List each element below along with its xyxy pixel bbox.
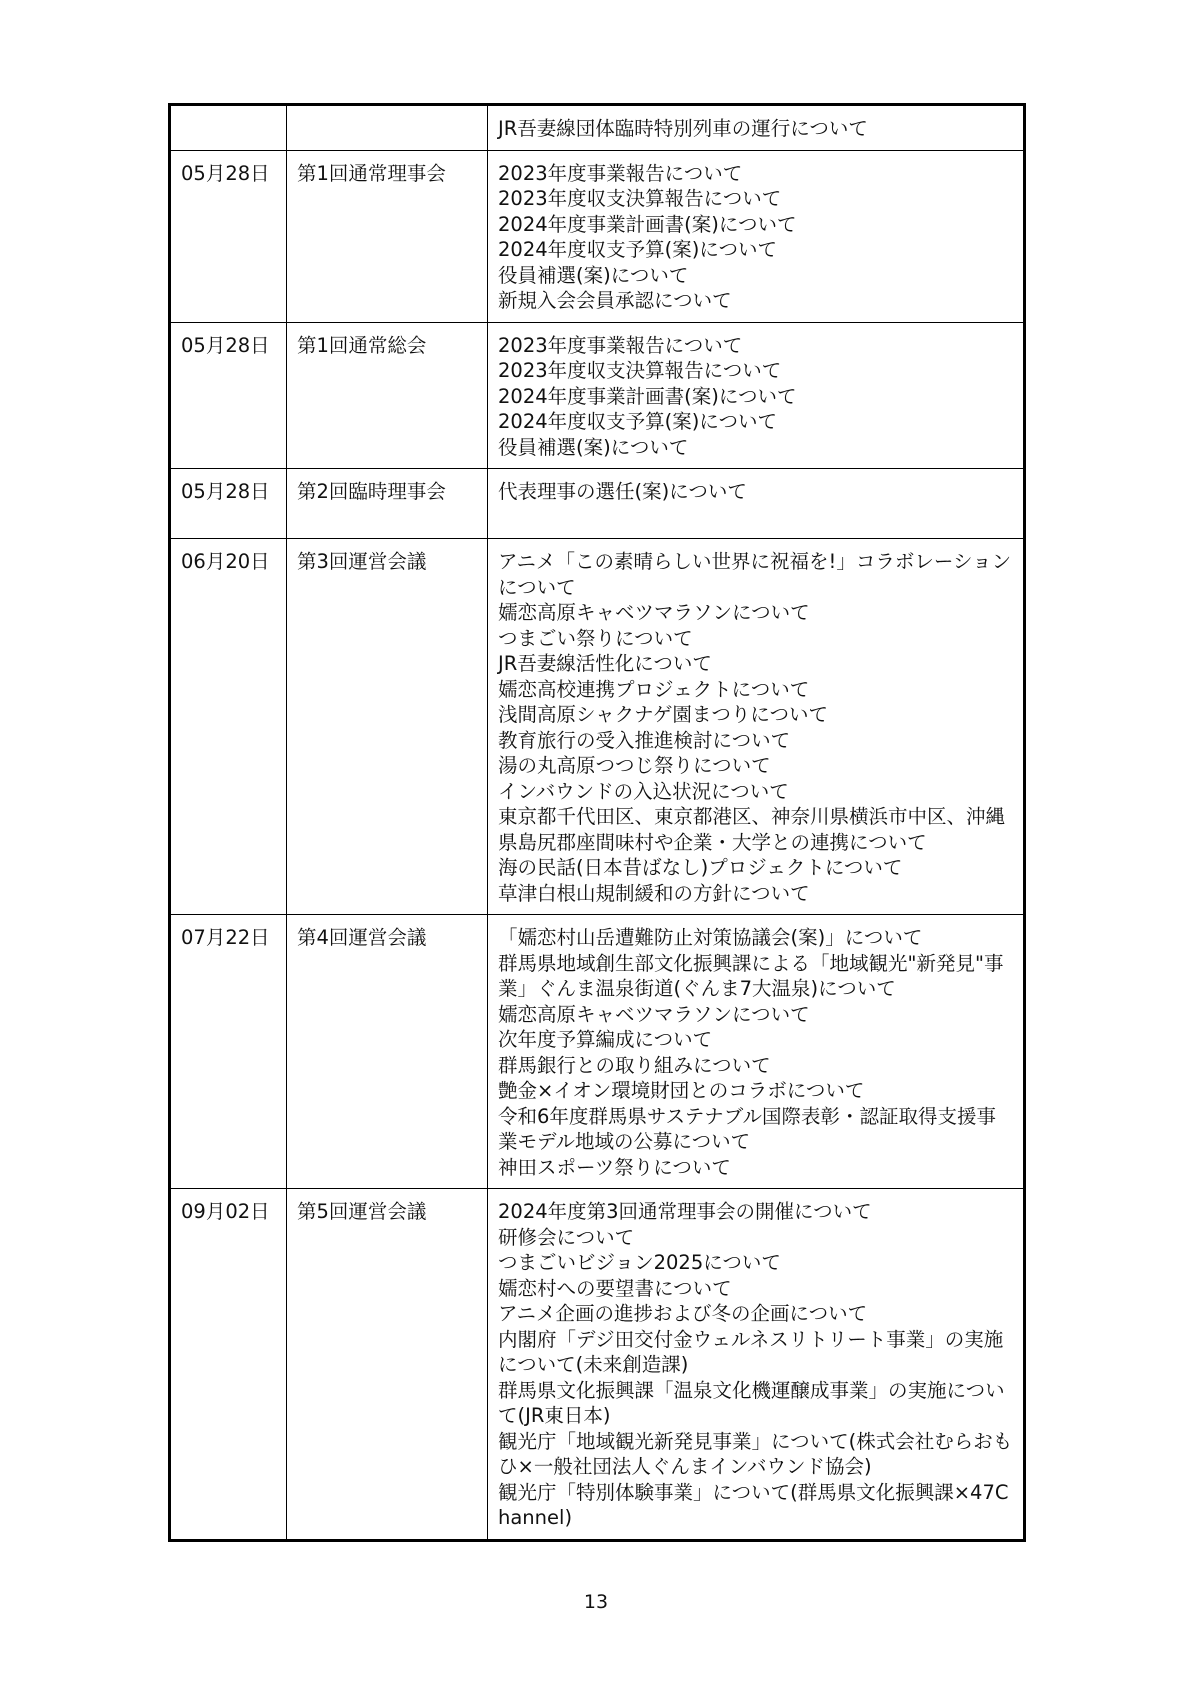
meeting-name: 第2回臨時理事会: [287, 469, 488, 539]
meeting-date: 09月02日: [170, 1189, 287, 1541]
topic-item: 浅間高原シャクナゲ園まつりについて: [498, 703, 828, 726]
topic-item: 海の民話(日本昔ばなし)プロジェクトについて: [498, 856, 903, 879]
topic-item: インバウンドの入込状況について: [498, 779, 789, 803]
topic-item: 嬬恋村への要望書について: [498, 1276, 732, 1300]
topic-item: つまごいビジョン2025について: [498, 1251, 781, 1274]
topic-item: 内閣府「デジ田交付金ウェルネスリトリート事業」の実施について(未来創造課): [498, 1327, 1004, 1376]
meeting-date: 06月20日: [170, 539, 287, 915]
table-row: [170, 150, 1025, 322]
meeting-name: 第1回通常総会: [287, 322, 488, 469]
topic-item: つまごい祭りについて: [498, 626, 693, 650]
table-row: [170, 322, 1025, 469]
topic-item: 嬬恋高原キャベツマラソンについて: [498, 1002, 810, 1026]
topic-item: 湯の丸高原つつじ祭りについて: [498, 754, 771, 777]
meeting-date: [170, 105, 287, 151]
topic-item: 2024年度事業計画書(案)について: [498, 212, 797, 236]
topic-item: 艶金×イオン環境財団とのコラボについて: [498, 1079, 865, 1102]
topic-item: 役員補選(案)について: [498, 263, 689, 287]
topic-item: 群馬県地域創生部文化振興課による「地域観光"新発見"事業」ぐんま温泉街道(ぐんま7大温泉)について: [498, 951, 1004, 1000]
topic-item: アニメ「この素晴らしい世界に祝福を!」コラボレーションについて: [498, 550, 1012, 599]
topic-item: 2023年度収支決算報告について: [498, 187, 782, 210]
topic-item: 「嬬恋村山岳遭難防止対策協議会(案)」について: [498, 926, 923, 949]
topic-spacer: [498, 505, 1013, 531]
minutes-table-body: [170, 105, 1025, 1541]
table-row: [170, 469, 1025, 539]
meeting-topics: [488, 105, 1025, 151]
topic-item: 草津白根山規制緩和の方針について: [498, 881, 810, 905]
table-row: [170, 539, 1025, 915]
meeting-topics: [488, 1189, 1025, 1541]
meeting-name: 第1回通常理事会: [287, 150, 488, 322]
topic-item: 教育旅行の受入推進検討について: [498, 728, 791, 752]
topic-item: 嬬恋高原キャベツマラソンについて: [498, 601, 810, 624]
meeting-topics: [488, 469, 1025, 539]
topic-item: アニメ企画の進捗および冬の企画について: [498, 1302, 868, 1325]
topic-item: 神田スポーツ祭りについて: [498, 1155, 731, 1179]
topic-item: 役員補選(案)について: [498, 435, 689, 459]
topic-item: 2024年度収支予算(案)について: [498, 410, 777, 433]
topic-item: 2023年度収支決算報告について: [498, 359, 782, 382]
page-number: 13: [583, 1591, 609, 1613]
meeting-topics: [488, 915, 1025, 1189]
topic-item: 令和6年度群馬県サステナブル国際表彰・認証取得支援事業モデル地域の公募について: [498, 1104, 996, 1153]
topic-item: 2023年度事業報告について: [498, 333, 743, 357]
topic-item: 研修会について: [498, 1225, 635, 1249]
topic-item: 東京都千代田区、東京都港区、神奈川県横浜市中区、沖縄県島尻郡座間味村や企業・大学との連携について: [498, 805, 1006, 854]
meeting-topics: [488, 150, 1025, 322]
table-row: [170, 915, 1025, 1189]
meeting-date: 05月28日: [170, 469, 287, 539]
table-row: [170, 105, 1025, 151]
topic-item: 群馬銀行との取り組みについて: [498, 1053, 771, 1077]
meeting-date: 07月22日: [170, 915, 287, 1189]
topic-item: 次年度予算編成について: [498, 1028, 713, 1051]
meeting-date: 05月28日: [170, 322, 287, 469]
meeting-topics: [488, 322, 1025, 469]
topic-item: 新規入会会員承認について: [498, 289, 732, 312]
meeting-topics: [488, 539, 1025, 915]
topic-item: 代表理事の選任(案)について: [498, 480, 747, 503]
topic-item: 2024年度事業計画書(案)について: [498, 384, 797, 408]
meeting-minutes-table: [168, 103, 1026, 1542]
topic-item: 観光庁「特別体験事業」について(群馬県文化振興課×47Channel): [498, 1480, 1009, 1529]
meeting-name: 第3回運営会議: [287, 539, 488, 915]
topic-item: 群馬県文化振興課「温泉文化機運醸成事業」の実施について(JR東日本): [498, 1378, 1005, 1427]
topic-item: 2024年度第3回通常理事会の開催について: [498, 1200, 872, 1223]
topic-item: 2024年度収支予算(案)について: [498, 238, 777, 261]
topic-item: 観光庁「地域観光新発見事業」について(株式会社むらおもひ×一般社団法人ぐんまインバウンド協会): [498, 1429, 1013, 1478]
topic-item: JR吾妻線活性化について: [498, 652, 712, 675]
meeting-name: 第5回運営会議: [287, 1189, 488, 1541]
topic-item: JR吾妻線団体臨時特別列車の運行について: [498, 117, 868, 140]
topic-item: 2023年度事業報告について: [498, 161, 743, 185]
meeting-name: 第4回運営会議: [287, 915, 488, 1189]
table-row: [170, 1189, 1025, 1541]
meeting-date: 05月28日: [170, 150, 287, 322]
meeting-name: [287, 105, 488, 151]
topic-item: 嬬恋高校連携プロジェクトについて: [498, 677, 810, 701]
